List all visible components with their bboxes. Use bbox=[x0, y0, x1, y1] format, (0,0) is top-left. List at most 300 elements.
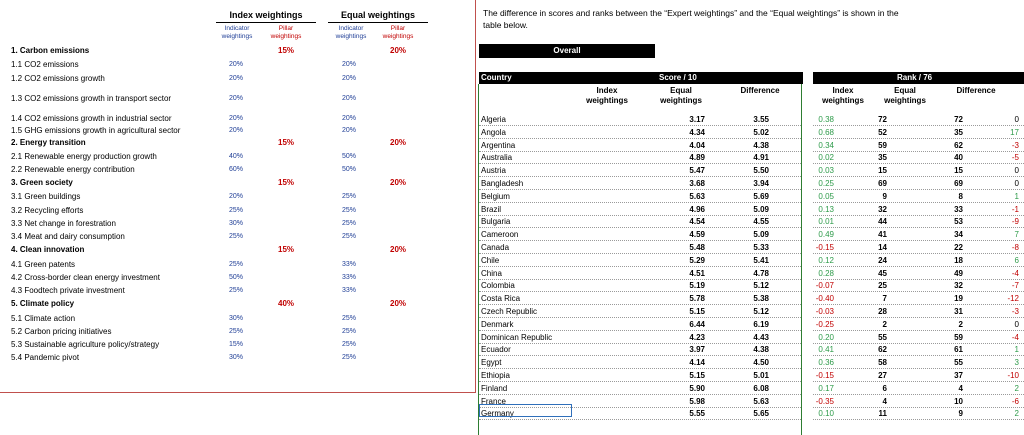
row-label: 1.1 CO2 emissions bbox=[11, 60, 79, 69]
rank-equal-cell[interactable]: 37 bbox=[954, 371, 963, 380]
row-label: 4. Clean innovation bbox=[11, 245, 85, 254]
score-diff-cell[interactable]: 0.41 bbox=[818, 345, 834, 355]
indicator-row bbox=[0, 218, 470, 230]
indicator-index-weight: 25% bbox=[229, 207, 244, 214]
rank-diff-cell[interactable]: 2 bbox=[1014, 383, 1019, 393]
col-rank-equal bbox=[880, 86, 930, 106]
col-score-index bbox=[582, 86, 632, 106]
indicator-equal-weight: 33% bbox=[342, 274, 357, 281]
score-index-cell[interactable]: 5.90 bbox=[689, 383, 705, 393]
indicator-equal-weight: 20% bbox=[342, 75, 357, 82]
rank-diff-cell[interactable]: 1 bbox=[1014, 345, 1019, 355]
table-row bbox=[479, 319, 1024, 331]
indicator-row bbox=[0, 191, 470, 203]
rank-diff-cell[interactable]: -3 bbox=[1011, 307, 1019, 316]
indicator-index-weight: 25% bbox=[229, 261, 244, 268]
score-index-cell[interactable]: 4.14 bbox=[689, 358, 705, 368]
pillar-equal-weight: 20% bbox=[390, 46, 407, 55]
score-index-cell[interactable]: 5.48 bbox=[689, 243, 705, 252]
score-index-cell[interactable]: 3.97 bbox=[689, 345, 705, 355]
country-cell[interactable]: Finland bbox=[481, 383, 508, 393]
indicator-equal-weight: 25% bbox=[342, 233, 357, 240]
indicator-equal-weight: 25% bbox=[342, 220, 357, 227]
score-equal-cell[interactable]: 4.43 bbox=[753, 332, 769, 342]
rank-equal-cell[interactable]: 35 bbox=[954, 127, 963, 137]
rank-index-cell[interactable]: 69 bbox=[878, 179, 887, 188]
score-index-cell[interactable]: 4.23 bbox=[689, 332, 705, 342]
col-header-line: weightings bbox=[586, 96, 628, 105]
indicator-row bbox=[0, 93, 470, 105]
country-cell[interactable]: Dominican Republic bbox=[481, 332, 553, 342]
indicator-index-weight: 25% bbox=[229, 233, 244, 240]
score-equal-cell[interactable]: 4.91 bbox=[753, 153, 769, 163]
col-header-line: Index bbox=[832, 86, 854, 95]
indicator-index-weight: 20% bbox=[229, 193, 244, 200]
score-equal-cell[interactable]: 5.41 bbox=[753, 255, 769, 265]
rank-diff-cell[interactable]: -9 bbox=[1011, 217, 1019, 227]
row-label: 1.5 GHG emissions growth in agricultural sector bbox=[11, 126, 181, 135]
rank-diff-cell[interactable]: -1 bbox=[1011, 204, 1019, 214]
indicator-row bbox=[0, 272, 470, 284]
score-diff-cell[interactable]: 0.20 bbox=[818, 332, 834, 342]
score-index-cell[interactable]: 5.55 bbox=[689, 409, 705, 419]
table-row bbox=[479, 370, 1024, 382]
rank-header: Rank / 76 bbox=[897, 73, 933, 82]
score-diff-cell[interactable]: -0.03 bbox=[815, 307, 834, 316]
row-label: 5.1 Climate action bbox=[11, 314, 76, 323]
pillar-index-weight: 40% bbox=[278, 299, 295, 308]
score-diff-cell[interactable]: -0.40 bbox=[815, 294, 834, 304]
indicator-index-weight: 30% bbox=[229, 354, 244, 361]
table-row bbox=[479, 216, 1024, 228]
indicator-equal-weight: 25% bbox=[342, 328, 357, 335]
indicator-row bbox=[0, 125, 470, 137]
rank-diff-cell[interactable]: -7 bbox=[1011, 281, 1019, 291]
rank-diff-cell[interactable]: 6 bbox=[1014, 255, 1019, 265]
row-label: 1. Carbon emissions bbox=[11, 46, 90, 55]
indicator-equal-weight: 25% bbox=[342, 341, 357, 348]
pillar-index-weight: 15% bbox=[278, 46, 295, 55]
rank-equal-cell[interactable]: 2 bbox=[958, 319, 963, 329]
indicator-equal-weight: 25% bbox=[342, 315, 357, 322]
rank-index-cell[interactable]: 7 bbox=[882, 294, 887, 304]
indicator-row bbox=[0, 339, 470, 351]
indicator-row bbox=[0, 285, 470, 297]
table-row bbox=[479, 344, 1024, 356]
indicator-row bbox=[0, 151, 470, 163]
country-cell[interactable]: Canada bbox=[481, 243, 510, 252]
rank-index-cell[interactable]: 27 bbox=[878, 371, 887, 380]
rank-equal-cell[interactable]: 69 bbox=[954, 179, 963, 188]
rank-index-cell[interactable]: 35 bbox=[878, 153, 887, 163]
col-header-line: Equal bbox=[670, 86, 692, 95]
table-row bbox=[479, 140, 1024, 152]
rank-index-cell[interactable]: 24 bbox=[878, 255, 887, 265]
subheader-line: weightings bbox=[221, 33, 253, 40]
row-label: 1.3 CO2 emissions growth in transport sector bbox=[11, 94, 172, 103]
score-index-cell[interactable]: 5.98 bbox=[689, 396, 705, 406]
rank-diff-cell[interactable]: -10 bbox=[1007, 371, 1019, 380]
country-cell[interactable]: Germany bbox=[481, 409, 514, 419]
table-row bbox=[479, 268, 1024, 280]
rank-equal-cell[interactable]: 59 bbox=[954, 332, 963, 342]
rank-equal-cell[interactable]: 19 bbox=[954, 294, 963, 304]
country-cell[interactable]: Denmark bbox=[481, 319, 514, 329]
score-equal-cell[interactable]: 3.55 bbox=[753, 115, 769, 124]
indicator-index-weight: 20% bbox=[229, 75, 244, 82]
rank-diff-cell[interactable]: -4 bbox=[1011, 332, 1019, 342]
rank-index-cell[interactable]: 58 bbox=[878, 358, 887, 368]
rank-index-cell[interactable]: 44 bbox=[878, 217, 887, 227]
rank-equal-cell[interactable]: 34 bbox=[954, 230, 963, 240]
intro-text: The difference in scores and ranks between the “Expert weightings” and the “Equal weightings” is shown in the table below. bbox=[483, 8, 899, 30]
score-equal-cell[interactable]: 5.38 bbox=[753, 294, 769, 304]
indicator-row bbox=[0, 352, 470, 364]
rank-equal-cell[interactable]: 55 bbox=[954, 358, 963, 368]
row-label: 5.3 Sustainable agriculture policy/strategy bbox=[11, 340, 160, 349]
rank-index-cell[interactable]: 9 bbox=[882, 191, 887, 201]
score-index-cell[interactable]: 5.29 bbox=[689, 255, 705, 265]
indicator-row bbox=[0, 231, 470, 243]
indicator-equal-weight: 25% bbox=[342, 193, 357, 200]
country-cell[interactable]: Chile bbox=[481, 255, 500, 265]
indicator-equal-weight: 20% bbox=[342, 127, 357, 134]
equal-weightings-underline bbox=[328, 22, 428, 23]
score-diff-cell[interactable]: 0.02 bbox=[818, 153, 834, 163]
score-diff-cell[interactable]: -0.15 bbox=[815, 371, 834, 380]
rank-index-cell[interactable]: 2 bbox=[882, 319, 887, 329]
score-diff-cell[interactable]: 0.17 bbox=[818, 383, 834, 393]
rank-index-cell[interactable]: 4 bbox=[882, 396, 887, 406]
pillar-row bbox=[0, 177, 470, 189]
country-cell[interactable]: Argentina bbox=[481, 140, 516, 150]
indicator-row bbox=[0, 259, 470, 271]
rank-equal-cell[interactable]: 22 bbox=[954, 243, 963, 252]
country-cell[interactable]: Algeria bbox=[481, 115, 506, 124]
rank-index-cell[interactable]: 11 bbox=[878, 409, 887, 419]
row-label: 3. Green society bbox=[11, 178, 73, 187]
rank-equal-cell[interactable]: 10 bbox=[954, 396, 963, 406]
rank-diff-cell[interactable]: 0 bbox=[1014, 179, 1019, 188]
score-diff-cell[interactable]: 0.34 bbox=[818, 140, 834, 150]
col-header-line: Index bbox=[596, 86, 618, 95]
col-score-equal bbox=[656, 86, 706, 106]
row-label: 1.2 CO2 emissions growth bbox=[11, 74, 105, 83]
score-header-bar bbox=[479, 72, 803, 84]
table-row bbox=[479, 383, 1024, 395]
index-indicator-subheader bbox=[216, 25, 258, 41]
country-cell[interactable]: Costa Rica bbox=[481, 294, 521, 304]
rank-equal-cell[interactable]: 9 bbox=[958, 409, 963, 419]
score-equal-cell[interactable]: 5.33 bbox=[753, 243, 769, 252]
rank-index-cell[interactable]: 62 bbox=[878, 345, 887, 355]
table-row bbox=[479, 127, 1024, 139]
indicator-index-weight: 20% bbox=[229, 61, 244, 68]
index-pillar-subheader bbox=[264, 25, 308, 41]
score-equal-cell[interactable]: 4.55 bbox=[753, 217, 769, 227]
rank-index-cell[interactable]: 28 bbox=[878, 307, 887, 316]
rank-index-cell[interactable]: 6 bbox=[882, 383, 887, 393]
country-cell[interactable]: Ethiopia bbox=[481, 371, 510, 380]
country-header: Country bbox=[481, 73, 512, 82]
indicator-row bbox=[0, 113, 470, 125]
score-equal-cell[interactable]: 3.94 bbox=[753, 179, 769, 188]
row-label: 2.2 Renewable energy contribution bbox=[11, 165, 135, 174]
rank-index-cell[interactable]: 59 bbox=[878, 140, 887, 150]
score-diff-cell[interactable]: 0.28 bbox=[818, 268, 834, 278]
score-equal-cell[interactable]: 4.38 bbox=[753, 140, 769, 150]
score-index-cell[interactable]: 5.19 bbox=[689, 281, 705, 291]
score-index-cell[interactable]: 5.78 bbox=[689, 294, 705, 304]
score-equal-cell[interactable]: 5.12 bbox=[753, 281, 769, 291]
table-row bbox=[479, 229, 1024, 241]
subheader-line: Pillar bbox=[390, 25, 406, 32]
subheader-line: weightings bbox=[270, 33, 302, 40]
score-diff-cell[interactable]: 0.68 bbox=[818, 127, 834, 137]
indicator-row bbox=[0, 164, 470, 176]
table-row bbox=[479, 306, 1024, 318]
indicator-index-weight: 30% bbox=[229, 220, 244, 227]
rank-equal-cell[interactable]: 49 bbox=[954, 268, 963, 278]
score-equal-cell[interactable]: 4.78 bbox=[753, 268, 769, 278]
rank-index-cell[interactable]: 55 bbox=[878, 332, 887, 342]
pillar-row bbox=[0, 137, 470, 149]
score-equal-cell[interactable]: 5.65 bbox=[753, 409, 769, 419]
indicator-equal-weight: 25% bbox=[342, 354, 357, 361]
score-equal-cell[interactable]: 5.63 bbox=[753, 396, 769, 406]
country-cell[interactable]: Austria bbox=[481, 166, 506, 176]
score-index-cell[interactable]: 3.17 bbox=[689, 115, 705, 124]
country-cell[interactable]: Cameroon bbox=[481, 230, 519, 240]
rank-equal-cell[interactable]: 72 bbox=[954, 115, 963, 124]
rank-diff-cell[interactable]: 17 bbox=[1010, 127, 1019, 137]
score-equal-cell[interactable]: 5.09 bbox=[753, 230, 769, 240]
score-diff-cell[interactable]: 0.13 bbox=[818, 204, 834, 214]
table-row bbox=[479, 191, 1024, 203]
score-equal-cell[interactable]: 5.12 bbox=[753, 307, 769, 316]
index-weightings-underline bbox=[216, 22, 316, 23]
table-row bbox=[479, 165, 1024, 177]
subheader-line: weightings bbox=[335, 33, 367, 40]
rank-diff-cell[interactable]: -12 bbox=[1007, 294, 1019, 304]
rank-index-cell[interactable]: 52 bbox=[878, 127, 887, 137]
rank-equal-cell[interactable]: 8 bbox=[958, 191, 963, 201]
score-diff-cell[interactable]: -0.15 bbox=[815, 243, 834, 252]
score-diff-cell[interactable]: -0.25 bbox=[815, 319, 834, 329]
rank-equal-cell[interactable]: 62 bbox=[954, 140, 963, 150]
country-cell[interactable]: Angola bbox=[481, 127, 506, 137]
score-equal-cell[interactable]: 5.69 bbox=[753, 191, 769, 201]
score-diff-cell[interactable]: -0.35 bbox=[815, 396, 834, 406]
rank-diff-cell[interactable]: 0 bbox=[1014, 319, 1019, 329]
score-diff-cell[interactable]: 0.10 bbox=[818, 409, 834, 419]
country-cell[interactable]: Brazil bbox=[481, 204, 502, 214]
indicator-index-weight: 40% bbox=[229, 153, 244, 160]
indicator-equal-weight: 33% bbox=[342, 287, 357, 294]
score-equal-cell[interactable]: 6.08 bbox=[753, 383, 769, 393]
country-cell[interactable]: Bulgaria bbox=[481, 217, 511, 227]
indicator-equal-weight: 20% bbox=[342, 115, 357, 122]
score-header: Score / 10 bbox=[659, 73, 697, 82]
rank-equal-cell[interactable]: 61 bbox=[954, 345, 963, 355]
score-index-cell[interactable]: 4.59 bbox=[689, 230, 705, 240]
selected-cell-outline[interactable] bbox=[479, 404, 572, 417]
row-label: 3.2 Recycling efforts bbox=[11, 206, 84, 215]
rank-diff-cell[interactable]: -8 bbox=[1011, 243, 1019, 252]
score-diff-cell[interactable]: 0.03 bbox=[818, 166, 834, 176]
pillar-equal-weight: 20% bbox=[390, 178, 407, 187]
indicator-index-weight: 25% bbox=[229, 287, 244, 294]
country-cell[interactable]: Belgium bbox=[481, 191, 510, 201]
score-index-cell[interactable]: 4.34 bbox=[689, 127, 705, 137]
country-cell[interactable]: Colombia bbox=[481, 281, 515, 291]
indicator-index-weight: 30% bbox=[229, 315, 244, 322]
rank-equal-cell[interactable]: 15 bbox=[954, 166, 963, 176]
rank-equal-cell[interactable]: 33 bbox=[954, 204, 963, 214]
table-row bbox=[479, 280, 1024, 292]
country-cell[interactable]: Australia bbox=[481, 153, 513, 163]
score-diff-cell[interactable]: 0.05 bbox=[818, 191, 834, 201]
col-header-line: Difference bbox=[956, 86, 996, 95]
indicator-row bbox=[0, 73, 470, 85]
score-index-cell[interactable]: 6.44 bbox=[689, 319, 705, 329]
score-diff-cell[interactable]: 0.12 bbox=[818, 255, 834, 265]
pillar-equal-weight: 20% bbox=[390, 245, 407, 254]
rank-diff-cell[interactable]: 0 bbox=[1014, 115, 1019, 124]
rank-diff-cell[interactable]: -4 bbox=[1011, 268, 1019, 278]
pillar-equal-weight: 20% bbox=[390, 138, 407, 147]
row-label: 5. Climate policy bbox=[11, 299, 75, 308]
rank-equal-cell[interactable]: 31 bbox=[954, 307, 963, 316]
score-equal-cell[interactable]: 5.09 bbox=[753, 204, 769, 214]
row-label: 5.4 Pandemic pivot bbox=[11, 353, 80, 362]
table-row bbox=[479, 178, 1024, 190]
row-label: 4.3 Foodtech private investment bbox=[11, 286, 125, 295]
score-index-cell[interactable]: 5.63 bbox=[689, 191, 705, 201]
score-equal-cell[interactable]: 4.50 bbox=[753, 358, 769, 368]
score-index-cell[interactable]: 4.89 bbox=[689, 153, 705, 163]
table-row bbox=[479, 357, 1024, 369]
score-diff-cell[interactable]: 0.49 bbox=[818, 230, 834, 240]
indicator-row bbox=[0, 313, 470, 325]
country-cell[interactable]: Czech Republic bbox=[481, 307, 538, 316]
table-row bbox=[479, 242, 1024, 254]
country-cell[interactable]: Bangladesh bbox=[481, 179, 524, 188]
row-label: 2.1 Renewable energy production growth bbox=[11, 152, 157, 161]
rank-diff-cell[interactable]: -6 bbox=[1011, 396, 1019, 406]
rank-equal-cell[interactable]: 4 bbox=[958, 383, 963, 393]
row-label: 3.3 Net change in forestration bbox=[11, 219, 116, 228]
indicator-row bbox=[0, 59, 470, 71]
rank-diff-cell[interactable]: -3 bbox=[1011, 140, 1019, 150]
rank-index-cell[interactable]: 72 bbox=[878, 115, 887, 124]
rank-index-cell[interactable]: 41 bbox=[878, 230, 887, 240]
country-cell[interactable]: China bbox=[481, 268, 502, 278]
score-index-cell[interactable]: 5.47 bbox=[689, 166, 705, 176]
score-diff-cell[interactable]: 0.36 bbox=[818, 358, 834, 368]
rank-index-cell[interactable]: 25 bbox=[878, 281, 887, 291]
rank-diff-cell[interactable]: 2 bbox=[1014, 409, 1019, 419]
score-index-cell[interactable]: 4.96 bbox=[689, 204, 705, 214]
score-index-cell[interactable]: 4.04 bbox=[689, 140, 705, 150]
indicator-index-weight: 25% bbox=[229, 328, 244, 335]
pillar-index-weight: 15% bbox=[278, 178, 295, 187]
col-header-line: weightings bbox=[884, 96, 926, 105]
rank-diff-cell[interactable]: 3 bbox=[1014, 358, 1019, 368]
rank-diff-cell[interactable]: 7 bbox=[1014, 230, 1019, 240]
row-label: 5.2 Carbon pricing initiatives bbox=[11, 327, 112, 336]
rank-index-cell[interactable]: 15 bbox=[878, 166, 887, 176]
score-equal-cell[interactable]: 5.50 bbox=[753, 166, 769, 176]
indicator-index-weight: 20% bbox=[229, 127, 244, 134]
score-equal-cell[interactable]: 5.02 bbox=[753, 127, 769, 137]
table-row bbox=[479, 293, 1024, 305]
score-diff-cell[interactable]: 0.38 bbox=[818, 115, 834, 124]
equal-pillar-subheader bbox=[376, 25, 420, 41]
weightings-panel bbox=[0, 0, 476, 393]
pillar-index-weight: 15% bbox=[278, 138, 295, 147]
rank-index-cell[interactable]: 14 bbox=[878, 243, 887, 252]
score-index-cell[interactable]: 4.51 bbox=[689, 268, 705, 278]
col-rank-diff bbox=[946, 86, 1006, 96]
country-cell[interactable]: Ecuador bbox=[481, 345, 511, 355]
country-cell[interactable]: Egypt bbox=[481, 358, 502, 368]
rank-index-cell[interactable]: 45 bbox=[878, 268, 887, 278]
indicator-equal-weight: 50% bbox=[342, 166, 357, 173]
country-cell[interactable]: France bbox=[481, 396, 506, 406]
rank-equal-cell[interactable]: 18 bbox=[954, 255, 963, 265]
pillar-equal-weight: 20% bbox=[390, 299, 407, 308]
score-equal-cell[interactable]: 6.19 bbox=[753, 319, 769, 329]
index-weightings-title: Index weightings bbox=[229, 10, 303, 20]
score-index-cell[interactable]: 3.68 bbox=[689, 179, 705, 188]
indicator-index-weight: 20% bbox=[229, 95, 244, 102]
indicator-index-weight: 15% bbox=[229, 341, 244, 348]
rank-header-bar bbox=[813, 72, 1024, 84]
indicator-row bbox=[0, 326, 470, 338]
row-label: 3.4 Meat and dairy consumption bbox=[11, 232, 125, 241]
row-label: 4.1 Green patents bbox=[11, 260, 76, 269]
rank-equal-cell[interactable]: 32 bbox=[954, 281, 963, 291]
score-index-cell[interactable]: 5.15 bbox=[689, 371, 705, 380]
score-equal-cell[interactable]: 4.38 bbox=[753, 345, 769, 355]
score-diff-cell[interactable]: 0.01 bbox=[818, 217, 834, 227]
indicator-equal-weight: 50% bbox=[342, 153, 357, 160]
indicator-index-weight: 20% bbox=[229, 115, 244, 122]
rank-equal-cell[interactable]: 53 bbox=[954, 217, 963, 227]
rank-diff-cell[interactable]: -5 bbox=[1011, 153, 1019, 163]
indicator-row bbox=[0, 205, 470, 217]
score-index-cell[interactable]: 5.15 bbox=[689, 307, 705, 316]
indicator-index-weight: 50% bbox=[229, 274, 244, 281]
rank-diff-cell[interactable]: 0 bbox=[1014, 166, 1019, 176]
pillar-row bbox=[0, 45, 470, 57]
rank-diff-cell[interactable]: 1 bbox=[1014, 191, 1019, 201]
rank-index-cell[interactable]: 32 bbox=[878, 204, 887, 214]
score-diff-cell[interactable]: 0.25 bbox=[818, 179, 834, 188]
score-equal-cell[interactable]: 5.01 bbox=[753, 371, 769, 380]
score-index-cell[interactable]: 4.54 bbox=[689, 217, 705, 227]
rank-equal-cell[interactable]: 40 bbox=[954, 153, 963, 163]
indicator-index-weight: 60% bbox=[229, 166, 244, 173]
pillar-row bbox=[0, 244, 470, 256]
overall-header: Overall bbox=[479, 44, 655, 58]
indicator-equal-weight: 20% bbox=[342, 95, 357, 102]
col-rank-index bbox=[818, 86, 868, 106]
col-header-line: Equal bbox=[894, 86, 916, 95]
score-diff-cell[interactable]: -0.07 bbox=[815, 281, 834, 291]
subheader-line: Indicator bbox=[224, 25, 250, 32]
